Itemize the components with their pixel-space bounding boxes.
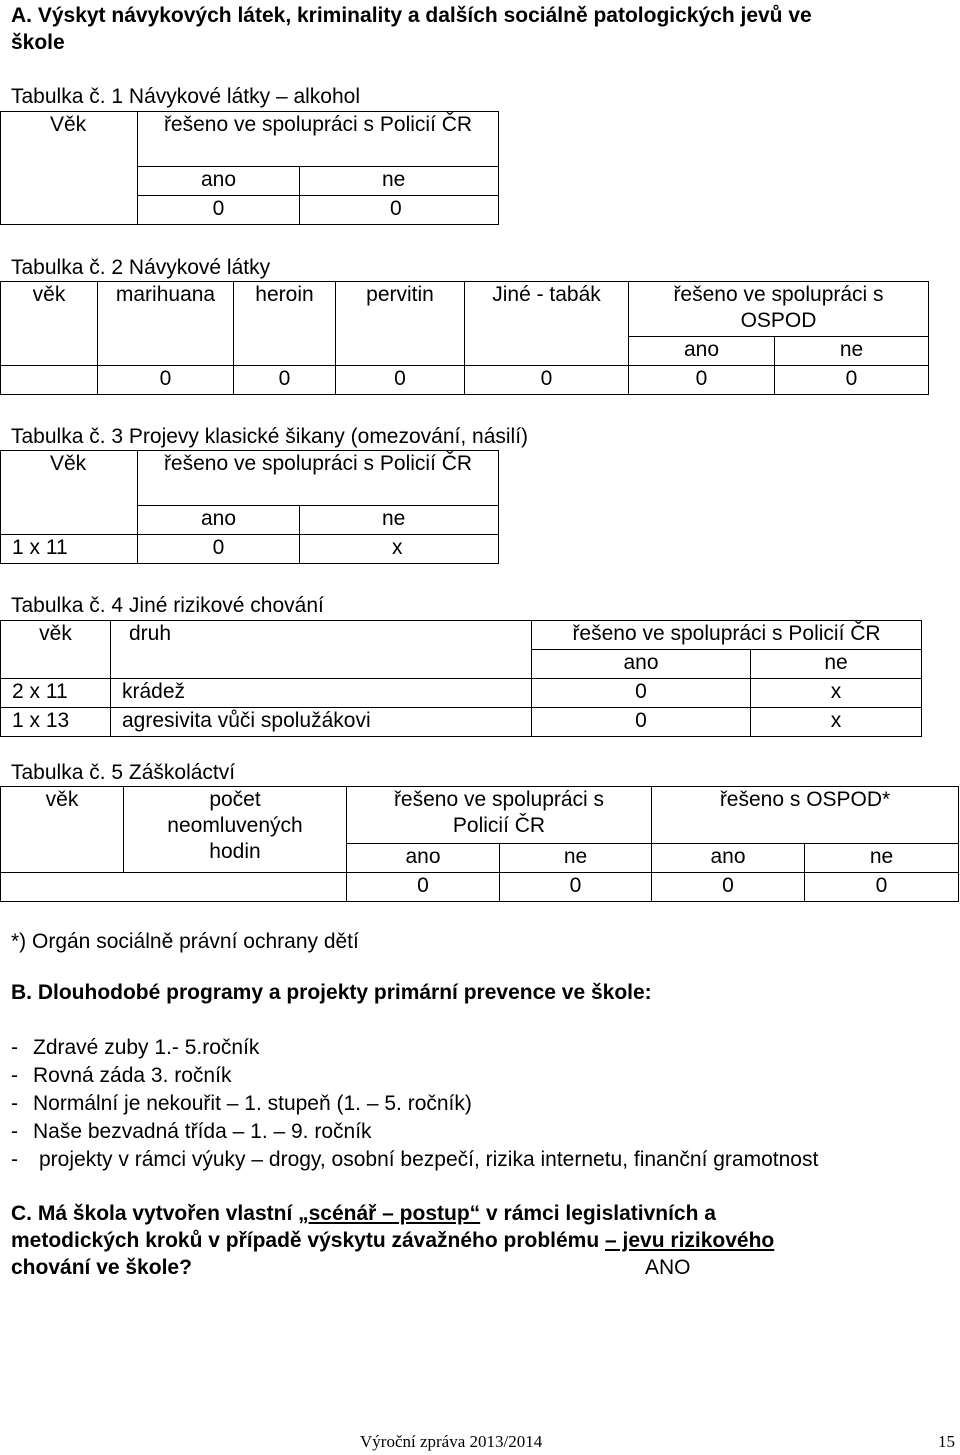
table4-header-yes: ano xyxy=(532,650,751,679)
table-row xyxy=(1,708,922,737)
table1-header-no: ne xyxy=(300,167,499,196)
table-row xyxy=(1,679,922,708)
table2-header-pervitin: pervitin xyxy=(336,282,465,366)
footer-title: Výroční zpráva 2013/2014 xyxy=(360,1432,543,1451)
table5-value-ospod-yes: 0 xyxy=(652,873,805,902)
page-number: 15 xyxy=(938,1432,955,1451)
table1-caption: Tabulka č. 1 Návykové látky – alkohol xyxy=(11,85,361,108)
table3-caption: Tabulka č. 3 Projevy klasické šikany (omezování, násilí) xyxy=(11,425,529,448)
section-b-list xyxy=(11,1034,818,1174)
section-c-answer: ANO xyxy=(645,1256,691,1279)
table3 xyxy=(0,450,499,564)
table1-value-yes: 0 xyxy=(138,196,300,225)
table4-header-no: ne xyxy=(751,650,922,679)
table5-header-police-no: ne xyxy=(500,844,652,873)
table2-value-yes: 0 xyxy=(629,366,775,395)
table2-value-marihuana: 0 xyxy=(98,366,234,395)
table5-header-ospod-yes: ano xyxy=(652,844,805,873)
table5-header-hours: počet neomluvených hodin xyxy=(124,787,347,873)
table4-caption: Tabulka č. 4 Jiné rizikové chování xyxy=(11,594,324,617)
list-item: - Naše bezvadná třída – 1. – 9. ročník xyxy=(11,1120,372,1143)
table5-caption: Tabulka č. 5 Záškoláctví xyxy=(11,761,236,784)
table4-header-age: věk xyxy=(1,621,111,679)
table3-header-no: ne xyxy=(300,506,499,535)
table2-value-no: 0 xyxy=(775,366,929,395)
table3-row-no: x xyxy=(300,535,499,564)
table4-row2-no: x xyxy=(751,708,922,737)
table2-value-heroin: 0 xyxy=(234,366,336,395)
table3-row-yes: 0 xyxy=(138,535,300,564)
section-c-line2: metodických kroků v případě výskytu závažného problému – jevu rizikového xyxy=(11,1229,775,1252)
table2-header-ospod: řešeno ve spolupráci s OSPOD xyxy=(629,282,929,337)
section-a-heading-line2: škole xyxy=(11,31,65,54)
table3-header-age: Věk xyxy=(1,451,138,535)
table1-header-police: řešeno ve spolupráci s Policií ČR xyxy=(138,112,499,167)
table1-header-yes: ano xyxy=(138,167,300,196)
table2-header-marihuana: marihuana xyxy=(98,282,234,366)
table2-header-tobacco: Jiné - tabák xyxy=(465,282,629,366)
table5-value-police-no: 0 xyxy=(500,873,652,902)
table1-header-age: Věk xyxy=(1,112,138,225)
table3-header-police: řešeno ve spolupráci s Policií ČR xyxy=(138,451,499,506)
table3-header-yes: ano xyxy=(138,506,300,535)
section-a-heading-line1: A. Výskyt návykových látek, kriminality a dalších sociálně patologických jevů ve xyxy=(11,4,812,27)
table2-header-no: ne xyxy=(775,337,929,366)
table5-header-police: řešeno ve spolupráci s Policií ČR xyxy=(347,787,652,844)
table4-row2-type: agresivita vůči spolužákovi xyxy=(111,708,532,737)
table4-header-police: řešeno ve spolupráci s Policií ČR xyxy=(532,621,922,650)
table2-value-pervitin: 0 xyxy=(336,366,465,395)
section-c-line3: chování ve škole? xyxy=(11,1256,192,1279)
table5-header-age: věk xyxy=(1,787,124,873)
table2-header-heroin: heroin xyxy=(234,282,336,366)
table5-header-police-yes: ano xyxy=(347,844,500,873)
table2-value-tobacco: 0 xyxy=(465,366,629,395)
table1 xyxy=(0,111,499,225)
table4 xyxy=(0,620,922,737)
table3-row-age: 1 x 11 xyxy=(1,535,138,564)
table4-row2-age: 1 x 13 xyxy=(1,708,111,737)
table2-caption: Tabulka č. 2 Návykové látky xyxy=(11,256,271,279)
table4-row1-yes: 0 xyxy=(532,679,751,708)
table4-row1-age: 2 x 11 xyxy=(1,679,111,708)
table4-row1-no: x xyxy=(751,679,922,708)
section-c-line1: C. Má škola vytvořen vlastní „scénář – postup“ v rámci legislativních a xyxy=(11,1202,716,1225)
list-item: - projekty v rámci výuky – drogy, osobní bezpečí, rizika internetu, finanční gramotnost xyxy=(11,1148,819,1171)
table5-header-ospod: řešeno s OSPOD* xyxy=(652,787,959,844)
section-b-heading: B. Dlouhodobé programy a projekty primární prevence ve škole: xyxy=(11,981,652,1004)
list-item: - Zdravé zuby 1.- 5.ročník xyxy=(11,1036,260,1059)
list-item: - Normální je nekouřit – 1. stupeň (1. – 5. ročník) xyxy=(11,1092,472,1115)
list-item: - Rovná záda 3. ročník xyxy=(11,1064,232,1087)
table4-row2-yes: 0 xyxy=(532,708,751,737)
table4-header-type: druh xyxy=(111,621,532,679)
table2-header-yes: ano xyxy=(629,337,775,366)
table5 xyxy=(0,786,959,902)
table2 xyxy=(0,281,929,395)
table1-value-no: 0 xyxy=(300,196,499,225)
table5-header-ospod-no: ne xyxy=(805,844,959,873)
table2-value-age xyxy=(1,366,98,395)
table2-header-age: věk xyxy=(1,282,98,366)
table5-value-ospod-no: 0 xyxy=(805,873,959,902)
table5-value-empty xyxy=(1,873,347,902)
table5-value-police-yes: 0 xyxy=(347,873,500,902)
footnote: *) Orgán sociálně právní ochrany dětí xyxy=(11,930,359,953)
table4-row1-type: krádež xyxy=(111,679,532,708)
